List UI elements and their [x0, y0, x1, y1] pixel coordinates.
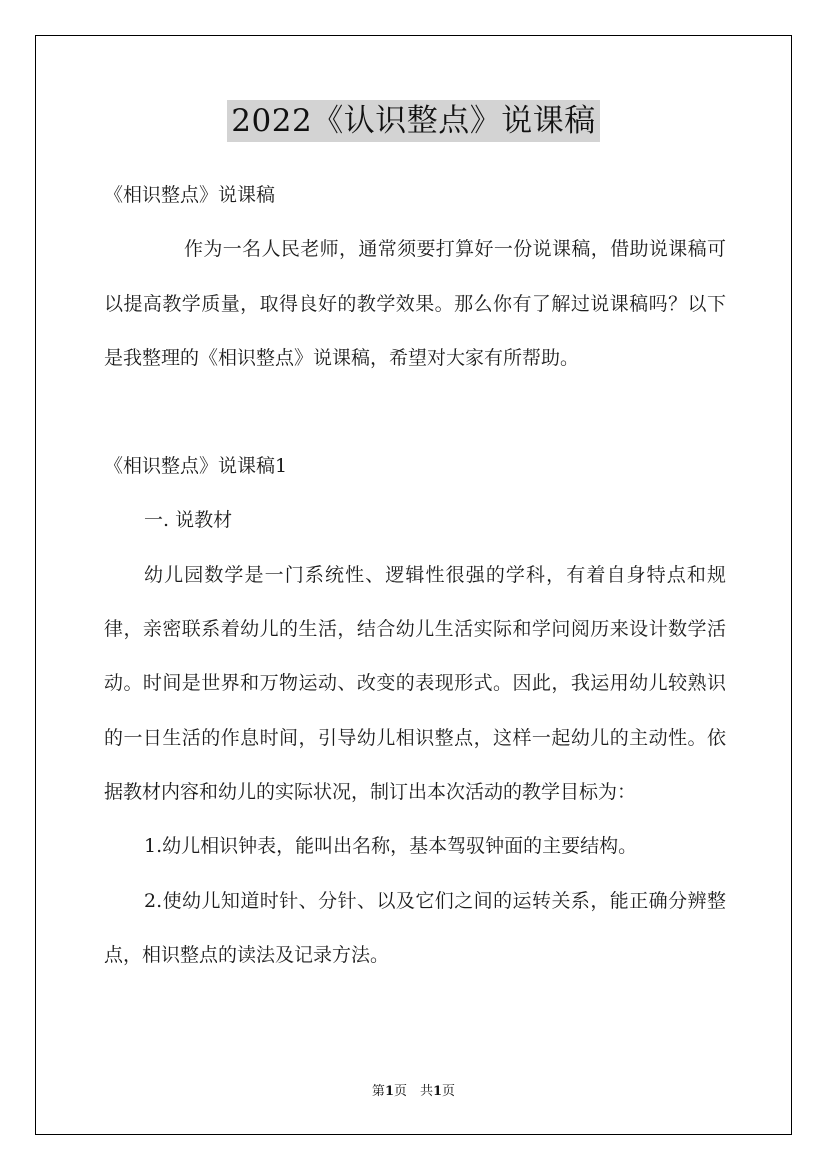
document-subtitle: 《相识整点》说课稿 [104, 184, 276, 206]
title-container [0, 100, 827, 142]
page-total: 1 [433, 1084, 443, 1099]
sub-heading: 一. 说教材 [144, 509, 233, 532]
body-paragraph: 幼儿园数学是一门系统性、逻辑性很强的学科，有着自身特点和规律，亲密联系着幼儿的生活，结合幼儿生活实际和学问阅历来设计数学活动。时间是世界和万物运动、改变的表现形式。因此，我运用幼儿较熟识的一日生活的作息时间，引导幼儿相识整点，这样一起幼儿的主动性。依据教材内容和幼儿的实际状况，制订出本次活动的教学目标为： [104, 563, 726, 803]
footer-suffix: 页 [442, 1084, 456, 1099]
page-current: 1 [384, 1084, 394, 1099]
document-title: 2022《认识整点》说课稿 [227, 100, 599, 142]
page-footer [0, 1082, 827, 1102]
section-heading: 《相识整点》说课稿1 [104, 455, 288, 478]
goal-item-1: 1.幼儿相识钟表，能叫出名称，基本驾驭钟面的主要结构。 [144, 835, 638, 858]
intro-paragraph: 作为一名人民老师，通常须要打算好一份说课稿，借助说课稿可以提高教学质量，取得良好的教学效果。那么你有了解过说课稿吗？以下是我整理的《相识整点》说课稿，希望对大家有所帮助。 [104, 238, 726, 369]
document-body [104, 168, 726, 982]
goal-item-2: 2.使幼儿知道时针、分针、以及它们之间的运转关系，能正确分辨整点，相识整点的读法及记录方法。 [104, 889, 726, 966]
footer-prefix: 第 [371, 1084, 385, 1099]
footer-mid: 页 共 [393, 1084, 433, 1099]
